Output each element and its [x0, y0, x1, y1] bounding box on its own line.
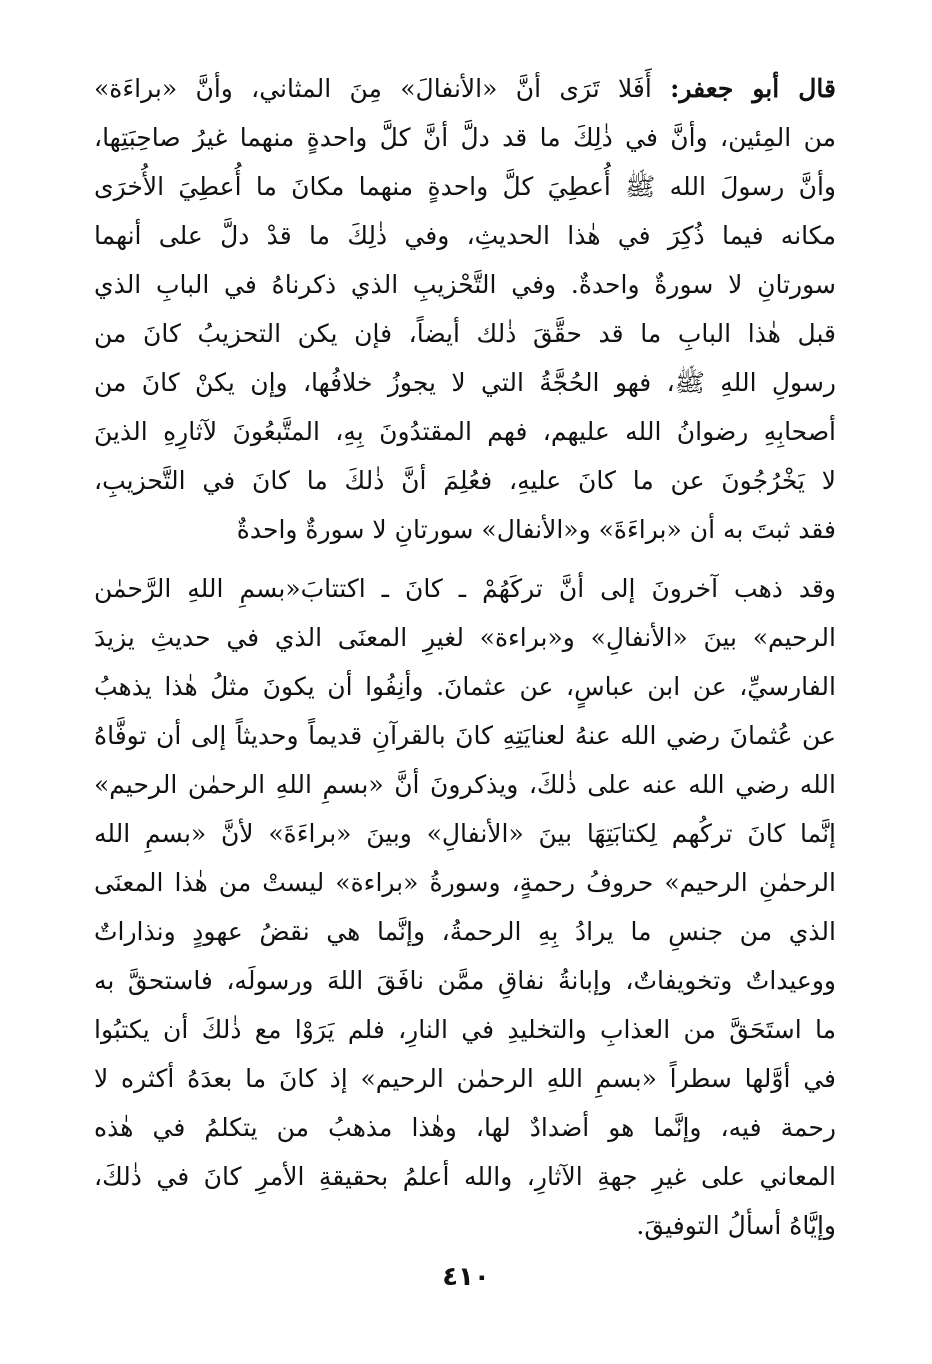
text-line: لا يَخْرُجُونَ عن ما كانَ عليهِ، فعُلِمَ أنَّ ذٰلكَ ما كانَ في التَّحزيبِ، [94, 466, 836, 495]
page-number: ٤١٠ [442, 1262, 490, 1292]
text-line: رسولِ اللهِ ﷺ، فهو الحُجَّةُ التي لا يجوزُ خلافُها، وإن يكنْ كانَ من [94, 368, 836, 397]
text-line: وإيَّاهُ أسألُ التوفيقَ. [636, 1211, 836, 1240]
text-line: الذي من جنسِ ما يرادُ بِهِ الرحمةُ، وإنَّما هي نقضُ عهودٍ ونذاراتٌ [94, 917, 836, 946]
text-line: رحمة فيه، وإنَّما هو أضدادٌ لها، وهٰذا مذهبُ من يتكلمُ في هٰذه [94, 1113, 836, 1142]
text-line: الرحمٰنِ الرحيم» حروفُ رحمةٍ، وسورةُ «براءة» ليستْ من هٰذا المعنَى [94, 868, 836, 897]
text-line: وقد ذهب آخرونَ إلى أنَّ تركَهُمْ ـ كانَ ـ اكتتابَ«بسمِ اللهِ الرَّحمٰن [94, 574, 836, 603]
text-line: المعاني على غيرِ جهةِ الآثارِ، والله أعلمُ بحقيقةِ الأمرِ كانَ في ذٰلكَ، [94, 1162, 836, 1191]
text-line: إنَّما كانَ تركُهم لِكتابَتِهَا بينَ «الأنفالِ» وبينَ «براءَةَ» لأنَّ «بسمِ الله [94, 819, 836, 848]
text-line: عن عُثمانَ رضي الله عنهُ لعنايَتِهِ كانَ بالقرآنِ قديماً وحديثاً إلى أن توفَّاهُ [94, 721, 836, 750]
text-line: سورتانِ لا سورةٌ واحدةٌ. وفي التَّحْزيبِ الذي ذكرناهُ في البابِ الذي [94, 270, 836, 299]
text-line: الله رضي الله عنه على ذٰلكَ، ويذكرونَ أنَّ «بسمِ اللهِ الرحمٰن الرحيم» [94, 770, 836, 799]
text-line: من المِئين، وأنَّ في ذٰلِكَ ما قد دلَّ أنَّ كلَّ واحدةٍ منهما غيرُ صاحِبَتِها، [94, 123, 836, 152]
paragraph-1 [94, 64, 836, 554]
text-line [94, 64, 836, 113]
text-line: الفارسيِّ، عن ابن عباسٍ، عن عثمانَ. وأنِفُوا أن يكونَ مثلُ هٰذا يذهبُ [94, 672, 836, 701]
text-line: أصحابِهِ رضوانُ الله عليهم، فهم المقتدُونَ بِهِ، المتَّبعُونَ لآثارِهِ الذينَ [94, 417, 836, 446]
paragraph-2 [94, 564, 836, 1250]
speaker-lead: قال أبو جعفر: [670, 74, 836, 103]
text-line: قبل هٰذا البابِ ما قد حقَّقَ ذٰلك أيضاً، فإن يكن التحزيبُ كانَ من [94, 319, 836, 348]
text-line: مكانه فيما ذُكِرَ في هٰذا الحديثِ، وفي ذٰلِكَ ما قدْ دلَّ على أنهما [94, 221, 836, 250]
text-line: ووعيداتٌ وتخويفاتٌ، وإبانةُ نفاقِ ممَّن نافَقَ اللهَ ورسولَه، فاستحقَّ به [94, 966, 836, 995]
text-line: ما استَحَقَّ من العذابِ والتخليدِ في النارِ، فلم يَرَوْا مع ذٰلكَ أن يكتبُوا [94, 1015, 836, 1044]
text-line: فقد ثبتَ به أن «براءَةَ» و«الأنفال» سورتانِ لا سورةٌ واحدةٌ [236, 515, 836, 544]
text-line: في أوَّلها سطراً «بسمِ اللهِ الرحمٰن الرحيم» إذ كانَ ما بعدَهُ أكثره لا [94, 1064, 836, 1093]
line-text: أَفَلا تَرَى أنَّ «الأنفالَ» مِنَ المثاني، وأنَّ «براءَة» [94, 74, 652, 103]
text-line: الرحيم» بينَ «الأنفالِ» و«براءة» لغيرِ المعنَى الذي في حديثِ يزيدَ [94, 623, 836, 652]
text-line: وأنَّ رسولَ الله ﷺ أُعطِيَ كلَّ واحدةٍ منهما مكانَ ما أُعطِيَ الأُخرَى [94, 172, 836, 201]
